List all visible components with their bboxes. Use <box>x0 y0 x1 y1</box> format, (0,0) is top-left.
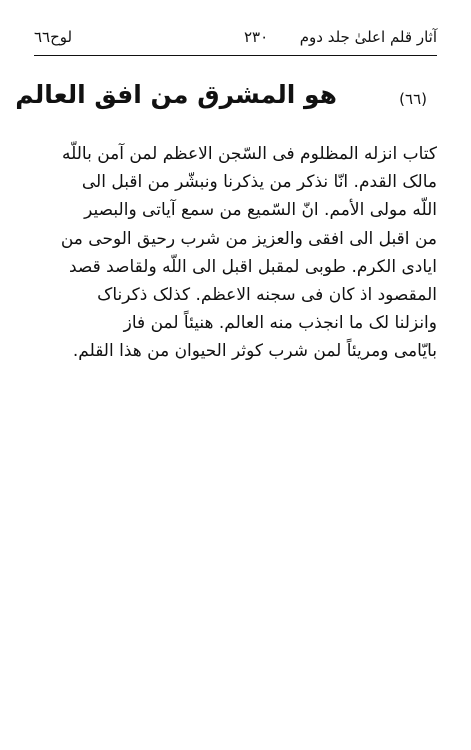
body-line: مالک القدم. انّا نذکر من یذکرنا ونبشّر من اقبل الی <box>81 172 437 193</box>
tablet-reference: لوح٦٦ <box>34 28 73 46</box>
tablet-title: هو المشرق من افق العالم <box>15 80 337 109</box>
body-line: المقصود اذ کان فی سجنه الاعظم. کذلک ذکرناک <box>97 285 437 306</box>
tablet-number: (٦٦) <box>399 90 427 108</box>
body-line: وانزلنا لک ما انجذب منه العالم. هنیئاً لمن فاز <box>123 313 437 334</box>
body-line: اللّه مولی الأمم. انّ السّمیع من سمع آیاتی والبصیر <box>84 200 437 221</box>
body-line: كتاب انزله المظلوم فی السّجن الاعظم لمن آمن باللّه <box>61 144 437 164</box>
book-title: آثار قلم اعلیٰ جلد دوم <box>299 28 437 46</box>
tablet-body <box>34 140 437 366</box>
tablet-heading <box>15 80 437 124</box>
body-line: بایّامی ومریئاً لمن شرب کوثر الحیوان من هذا القلم. <box>72 341 437 362</box>
page-number: ۲۳۰ <box>244 28 269 46</box>
running-header <box>34 22 437 52</box>
header-rule <box>34 55 437 56</box>
body-line: من اقبل الی افقی والعزیز من شرب رحیق الوحی من <box>60 228 437 249</box>
body-line: ایادی الکرم. طوبی لمقبل اقبل الی اللّه ولقاصد قصد <box>68 256 437 277</box>
